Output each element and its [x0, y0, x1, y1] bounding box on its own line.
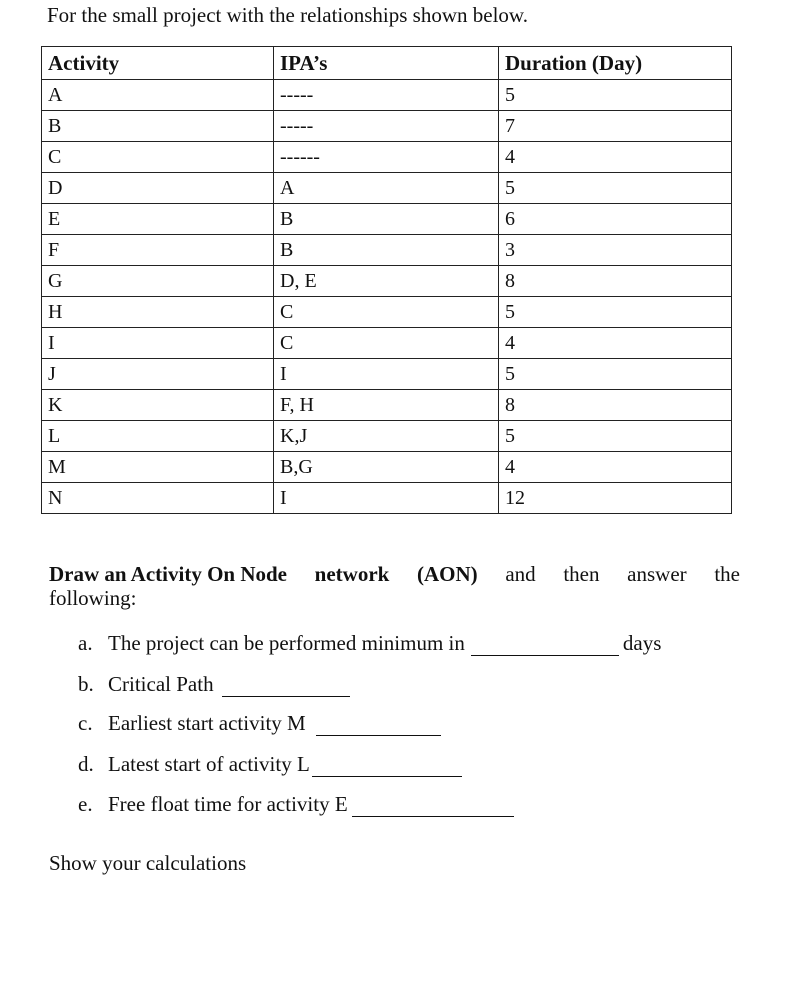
question-suffix: days [622, 631, 662, 655]
question-text: Critical Path [108, 672, 214, 696]
instruction-line-2: following: [49, 586, 137, 610]
cell-ipa: I [274, 359, 499, 390]
cell-ipa: B [274, 235, 499, 266]
cell-duration: 5 [499, 359, 732, 390]
instruction-word-then: then [563, 562, 600, 586]
cell-activity: F [42, 235, 274, 266]
cell-duration: 5 [499, 173, 732, 204]
instruction-word-the: the [714, 562, 740, 586]
question-marker: c. [78, 711, 93, 735]
cell-activity: I [42, 328, 274, 359]
cell-activity: N [42, 483, 274, 514]
question-marker: e. [78, 792, 93, 816]
question-a [78, 630, 661, 656]
question-marker: a. [78, 631, 93, 655]
table-row [42, 452, 732, 483]
cell-activity: D [42, 173, 274, 204]
table-row [42, 80, 732, 111]
intro-text: For the small project with the relationships shown below. [47, 3, 528, 27]
instruction-word-and: and [505, 562, 536, 586]
table-header-row [42, 47, 732, 80]
answer-blank [222, 676, 350, 697]
cell-duration: 6 [499, 204, 732, 235]
instruction-word-network: network [314, 562, 390, 586]
answer-blank [316, 715, 441, 736]
cell-activity: C [42, 142, 274, 173]
cell-activity: M [42, 452, 274, 483]
cell-ipa: F, H [274, 390, 499, 421]
cell-ipa: ----- [274, 80, 499, 111]
cell-ipa: D, E [274, 266, 499, 297]
instruction-bold-text: Draw an Activity On Node [49, 562, 287, 586]
question-b [78, 671, 354, 697]
instruction-line-1 [49, 562, 740, 586]
table-row [42, 111, 732, 142]
table-row [42, 390, 732, 421]
question-marker: b. [78, 672, 94, 696]
cell-ipa: C [274, 297, 499, 328]
table-row [42, 297, 732, 328]
cell-duration: 5 [499, 297, 732, 328]
header-ipa: IPA’s [274, 47, 499, 80]
instruction-word-aon: (AON) [417, 562, 478, 586]
question-text: Latest start of activity L [108, 752, 310, 776]
question-e [78, 791, 518, 817]
cell-ipa: C [274, 328, 499, 359]
header-duration: Duration (Day) [499, 47, 732, 80]
cell-ipa: B [274, 204, 499, 235]
answer-blank [312, 756, 462, 777]
cell-ipa: K,J [274, 421, 499, 452]
cell-duration: 12 [499, 483, 732, 514]
cell-duration: 3 [499, 235, 732, 266]
footer-instruction: Show your calculations [49, 851, 247, 875]
cell-ipa: B,G [274, 452, 499, 483]
table-row [42, 359, 732, 390]
cell-duration: 4 [499, 328, 732, 359]
cell-duration: 4 [499, 452, 732, 483]
cell-activity: B [42, 111, 274, 142]
question-text: The project can be performed minimum in [108, 631, 465, 655]
cell-activity: G [42, 266, 274, 297]
cell-duration: 5 [499, 80, 732, 111]
table-row [42, 266, 732, 297]
cell-activity: E [42, 204, 274, 235]
question-text: Free float time for activity E [108, 792, 348, 816]
instruction-word-answer: answer [627, 562, 687, 586]
cell-duration: 4 [499, 142, 732, 173]
header-activity: Activity [42, 47, 274, 80]
table-row [42, 483, 732, 514]
cell-ipa: ------ [274, 142, 499, 173]
table-row [42, 204, 732, 235]
cell-ipa: ----- [274, 111, 499, 142]
table-row [42, 235, 732, 266]
answer-blank [352, 796, 514, 817]
question-marker: d. [78, 752, 94, 776]
cell-duration: 5 [499, 421, 732, 452]
activity-table [41, 46, 732, 514]
cell-duration: 8 [499, 266, 732, 297]
cell-activity: L [42, 421, 274, 452]
question-d [78, 751, 466, 777]
instruction-paragraph [49, 562, 740, 610]
table-row [42, 328, 732, 359]
cell-ipa: A [274, 173, 499, 204]
table-row [42, 142, 732, 173]
cell-ipa: I [274, 483, 499, 514]
cell-activity: J [42, 359, 274, 390]
cell-duration: 7 [499, 111, 732, 142]
table-row [42, 421, 732, 452]
cell-activity: H [42, 297, 274, 328]
cell-activity: K [42, 390, 274, 421]
table-row [42, 173, 732, 204]
answer-blank [471, 635, 619, 656]
cell-activity: A [42, 80, 274, 111]
cell-duration: 8 [499, 390, 732, 421]
question-c [78, 710, 445, 736]
question-text: Earliest start activity M [108, 711, 306, 735]
